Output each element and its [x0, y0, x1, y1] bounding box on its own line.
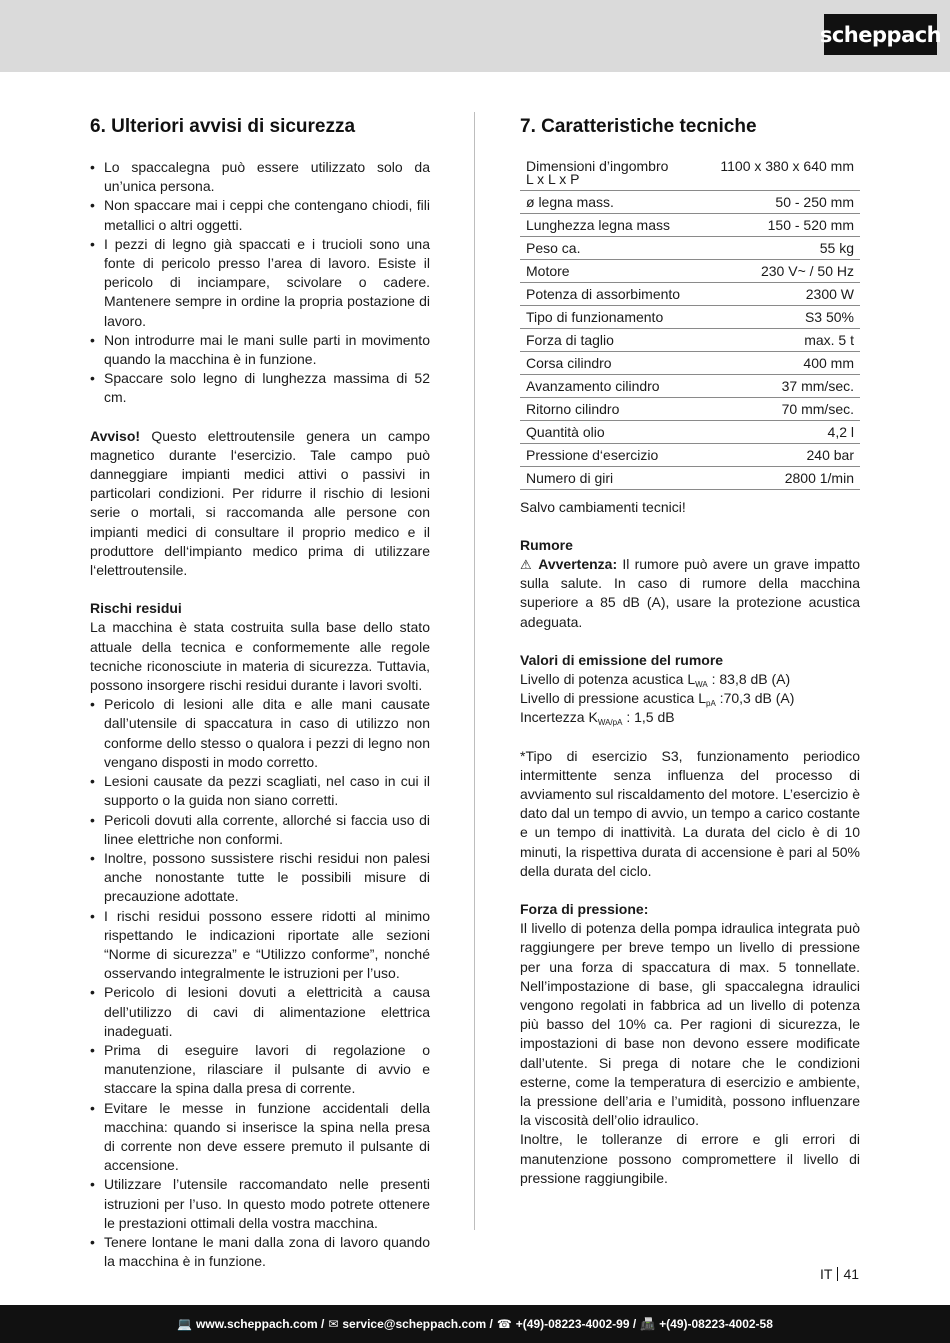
spec-value: 230 V~ / 50 Hz	[701, 259, 860, 282]
section-heading-specs: 7. Caratteristiche tecniche	[520, 116, 757, 137]
table-row	[520, 328, 860, 351]
spec-value: max. 5 t	[701, 328, 860, 351]
spec-label: Potenza di assorbimento	[520, 282, 701, 305]
contact-footer	[0, 1305, 950, 1343]
spec-label: Ritorno cilindro	[520, 397, 701, 420]
table-row	[520, 374, 860, 397]
page-lang: IT	[820, 1266, 833, 1282]
spec-value: 2300 W	[701, 282, 860, 305]
pressure-paragraph-2: Inoltre, le tolleranze di errore e gli errori di manutenzione possono compromettere il livello di pressione raggiungibile.	[520, 1131, 860, 1186]
scheppach-logo: scheppach	[824, 14, 937, 55]
table-row	[520, 466, 860, 489]
spec-label: Pressione d‘esercizio	[520, 443, 701, 466]
list-item: • Pericolo di lesioni dovuti a elettricità a causa dell’utilizzo di cavi di alimentazione elettrica inadeguati.	[90, 983, 430, 1041]
page-num: 41	[843, 1266, 860, 1282]
spec-label: Numero di giri	[520, 466, 701, 489]
subject-to-change-note: Salvo cambiamenti tecnici!	[520, 498, 686, 515]
warning-text: Il rumore può avere un grave impatto sulla salute. In caso di rumore della macchina superiore a 85 dB (A), usare la protezione acustica adeguata.	[520, 555, 861, 630]
emission-heading: Valori di emissione del rumore	[520, 651, 724, 668]
list-item: • Non introdurre mai le mani sulle parti in movimento quando la macchina è in funzione.	[90, 331, 430, 369]
spec-value: 70 mm/sec.	[701, 397, 860, 420]
column-divider	[474, 112, 475, 1230]
header-band	[0, 0, 950, 72]
table-row	[520, 397, 860, 420]
table-row	[520, 443, 860, 466]
list-item: • Pericolo di lesioni alle dita e alle mani causate dall’utensile di spaccatura in caso di utilizzo non conforme dello stesso o qualora i pezzi di legno non vengano disposti in modo corretto.	[90, 695, 430, 772]
table-row	[520, 158, 860, 190]
emission-lpa: Livello di pressione acustica $L_{pA}$ :70,3 dB (A)	[520, 690, 795, 709]
list-item: • Non spaccare mai i ceppi che contengano chiodi, fili metallici o altri oggetti.	[90, 196, 430, 234]
safety-bullet-list	[90, 158, 430, 408]
spec-value: 50 - 250 mm	[701, 190, 860, 213]
spec-value: 1100 x 380 x 640 mm	[701, 158, 860, 190]
table-row	[520, 282, 860, 305]
page-number	[820, 1266, 859, 1282]
spec-label: Tipo di funzionamento	[520, 305, 701, 328]
list-item: • Utilizzare l’utensile raccomandato nelle presenti istruzioni per l’uso. In questo modo potrete ottenere le prestazioni ottimali della vostra macchina.	[90, 1175, 430, 1233]
emission-lwa: Livello di potenza acustica $L_{WA}$ : 83,8 dB (A)	[520, 670, 791, 689]
table-row	[520, 305, 860, 328]
spec-label: Quantità olio	[520, 420, 701, 443]
phone-icon: ☎	[496, 1317, 512, 1331]
fax-icon: 📠	[640, 1317, 656, 1331]
emission-uncertainty: Incertezza $K_{WA/pA}$ : 1,5 dB	[520, 709, 675, 728]
spec-value: 240 bar	[701, 443, 860, 466]
footer-website: www.scheppach.com /	[196, 1317, 325, 1331]
table-row	[520, 420, 860, 443]
residual-risks-heading: Rischi residui	[90, 600, 182, 617]
spec-value: S3 50%	[701, 305, 860, 328]
noise-warning-paragraph	[520, 555, 860, 632]
spec-value: 150 - 520 mm	[701, 213, 860, 236]
table-row	[520, 190, 860, 213]
list-item: • Prima di eseguire lavori di regolazione o manutenzione, rilasciare il pulsante di avvio e staccare la spina dalla presa di corrente.	[90, 1041, 430, 1099]
footer-fax: +(49)-08223-4002-58	[659, 1317, 773, 1331]
spec-label: Motore	[520, 259, 701, 282]
spec-value: 400 mm	[701, 351, 860, 374]
noise-heading: Rumore	[520, 536, 573, 553]
residual-risks-list	[90, 695, 430, 1271]
section-heading-safety: 6. Ulteriori avvisi di sicurezza	[90, 116, 356, 137]
warning-label: Avvertenza:	[538, 555, 618, 572]
spec-label: Avanzamento cilindro	[520, 374, 701, 397]
spec-value: 4,2 l	[701, 420, 860, 443]
table-row	[520, 259, 860, 282]
table-row	[520, 351, 860, 374]
spec-value: 2800 1/min	[701, 466, 860, 489]
duty-type-paragraph: *Tipo di esercizio S3, funzionamento periodico intermittente senza influenza del processo di avviamento sul riscaldamento del motore. L’esercizio è dato dal un tempo di avvio, un tempo a carico costante e un tempo di inattività. La durata del ciclo è di 10 minuti, la rispettiva durata di accensione è pari al 50% della durata del ciclo.	[520, 747, 860, 879]
pressure-heading: Forza di pressione:	[520, 900, 649, 917]
list-item: • Lesioni causate da pezzi scagliati, nel caso in cui il supporto o la guida non siano corretti.	[90, 772, 430, 810]
spec-label: Forza di taglio	[520, 328, 701, 351]
left-column	[90, 112, 430, 1271]
spec-label: Lunghezza legna mass	[520, 213, 701, 236]
warning-icon: ⚠	[520, 556, 534, 572]
technical-specs-table	[520, 158, 860, 490]
spec-value: 55 kg	[701, 236, 860, 259]
notice-paragraph	[90, 427, 430, 581]
footer-email: service@scheppach.com /	[342, 1317, 493, 1331]
list-item: • Spaccare solo legno di lunghezza massima di 52 cm.	[90, 369, 430, 407]
list-item: • Lo spaccalegna può essere utilizzato solo da un’unica persona.	[90, 158, 430, 196]
right-column	[520, 112, 860, 1188]
notice-text: Questo elettroutensile genera un campo magnetico durante l‘esercizio. Tale campo può danneggiare impianti medici attivi o passivi in particolari condizioni. Per ridurre il rischio di lesioni serie o mortali, si raccomanda alle persone con impianti medici di consultare il proprio medico e il produttore dell‘impianto medico prima di utilizzare l‘elettroutensile.	[90, 427, 430, 579]
spec-label: Dimensioni d’ingombro L x L x P	[520, 158, 701, 190]
list-item: • Tenere lontane le mani dalla zona di lavoro quando la macchina è in funzione.	[90, 1233, 430, 1271]
list-item: • Inoltre, possono sussistere rischi residui non palesi anche nonostante tutte le possibili misure di precauzione adottate.	[90, 849, 430, 907]
table-row	[520, 236, 860, 259]
mail-icon: ✉	[328, 1317, 339, 1331]
list-item: • Pericoli dovuti alla corrente, allorché si faccia uso di linee elettriche non conformi.	[90, 811, 430, 849]
residual-risks-intro: La macchina è stata costruita sulla base dello stato attuale della tecnica e conformemente alle regole tecniche riconosciute in materia di sicurezza. Tuttavia, possono insorgere rischi residui durante i lavori svolti.	[90, 619, 430, 694]
pressure-paragraph: Il livello di potenza della pompa idraulica integrata può raggiungere per breve tempo un livello di pressione per una forza di spaccatura di max. 5 tonnellate. Nell’impostazione di base, gli spaccalegna idraulici vengono regolati in fabbrica ad un livello di potenza più basso del 10% ca. Per ragioni di sicurezza, le impostazioni di base non devono essere modificate dall’utente. Si prega di notare che le condizioni esterne, come la temperatura di esercizio e ambiente, la pressione dell’aria e l’umidità, possono influenzare la viscosità dell’olio idraulico.	[520, 920, 860, 1129]
list-item: • I rischi residui possono essere ridotti al minimo rispettando le indicazioni riportate alle sezioni “Norme di sicurezza” e “Utilizzo conforme”, nonché osservando integralmente le istruzioni per l’uso.	[90, 907, 430, 984]
spec-label: Peso ca.	[520, 236, 701, 259]
spec-value: 37 mm/sec.	[701, 374, 860, 397]
list-item: • I pezzi di legno già spaccati e i trucioli sono una fonte di pericolo presso l’area di lavoro. Esiste il pericolo di inciampare, scivolare o cadere. Mantenere sempre in ordine la propria postazione di lavoro.	[90, 235, 430, 331]
notice-label: Avviso!	[90, 427, 141, 444]
spec-label: Corsa cilindro	[520, 351, 701, 374]
computer-icon: 💻	[177, 1317, 193, 1331]
table-row	[520, 213, 860, 236]
footer-phone: +(49)-08223-4002-99 /	[515, 1317, 637, 1331]
spec-label: ø legna mass.	[520, 190, 701, 213]
list-item: • Evitare le messe in funzione accidentali della macchina: quando si inserisce la spina nella presa di corrente non deve essere premuto il pulsante di accensione.	[90, 1099, 430, 1176]
